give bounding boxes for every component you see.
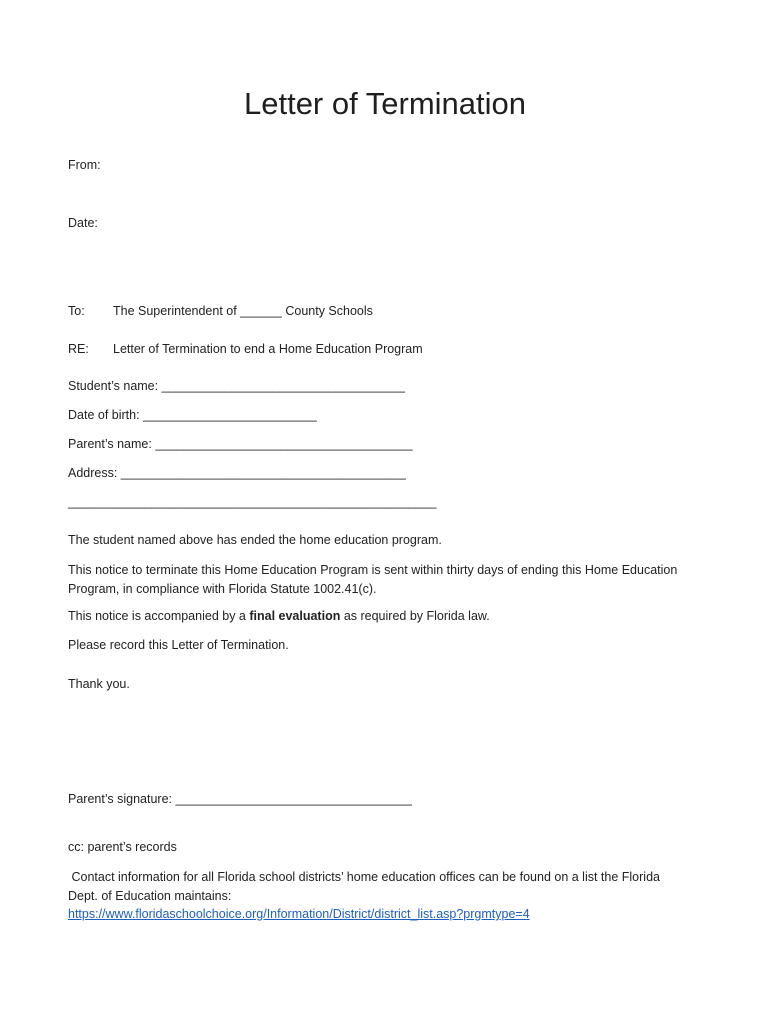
p3-text-before: This notice is accompanied by a [68, 609, 250, 623]
re-label: RE: [68, 342, 89, 356]
thank-you: Thank you. [68, 677, 130, 691]
page-title: Letter of Termination [243, 86, 527, 121]
address-line2-field: _____________________________________________________ [68, 495, 437, 509]
date-label: Date: [68, 216, 98, 230]
final-evaluation-bold: final evaluation [249, 609, 341, 623]
parent-name-field: Parent’s name: _____________________________________ [68, 437, 413, 451]
body-paragraph-2 [68, 561, 708, 598]
from-label: From: [68, 158, 101, 172]
cc-line: cc: parent’s records [68, 840, 177, 854]
district-list-link[interactable]: https://www.floridaschoolchoice.org/Information/District/district_list.asp?prgmtype=4 [68, 907, 530, 921]
to-value: The Superintendent of ______ County Schools [113, 304, 373, 318]
body-paragraph-4: Please record this Letter of Termination. [68, 638, 289, 652]
student-name-field: Student’s name: ___________________________________ [68, 379, 405, 393]
body-paragraph-2-line-2: Program, in compliance with Florida Statute 1002.41(c). [68, 581, 377, 596]
body-paragraph-2-line-1: This notice to terminate this Home Education Program is sent within thirty days of ending this Home Education [68, 563, 678, 577]
contact-info [68, 868, 708, 924]
body-paragraph-3 [68, 609, 490, 623]
re-line [68, 342, 423, 356]
address-field: Address: _________________________________________ [68, 466, 406, 480]
contact-line-2: Dept. of Education maintains: [68, 888, 232, 903]
re-value: Letter of Termination to end a Home Education Program [113, 342, 423, 356]
p3-text-after: as required by Florida law. [340, 609, 490, 623]
body-paragraph-1: The student named above has ended the home education program. [68, 533, 442, 547]
date-of-birth-field: Date of birth: _________________________ [68, 408, 317, 422]
contact-line-1: Contact information for all Florida school districts’ home education offices can be found on a list the Florida [68, 870, 660, 884]
to-line [68, 304, 373, 318]
to-label: To: [68, 304, 85, 318]
parent-signature-field: Parent’s signature: __________________________________ [68, 792, 412, 806]
